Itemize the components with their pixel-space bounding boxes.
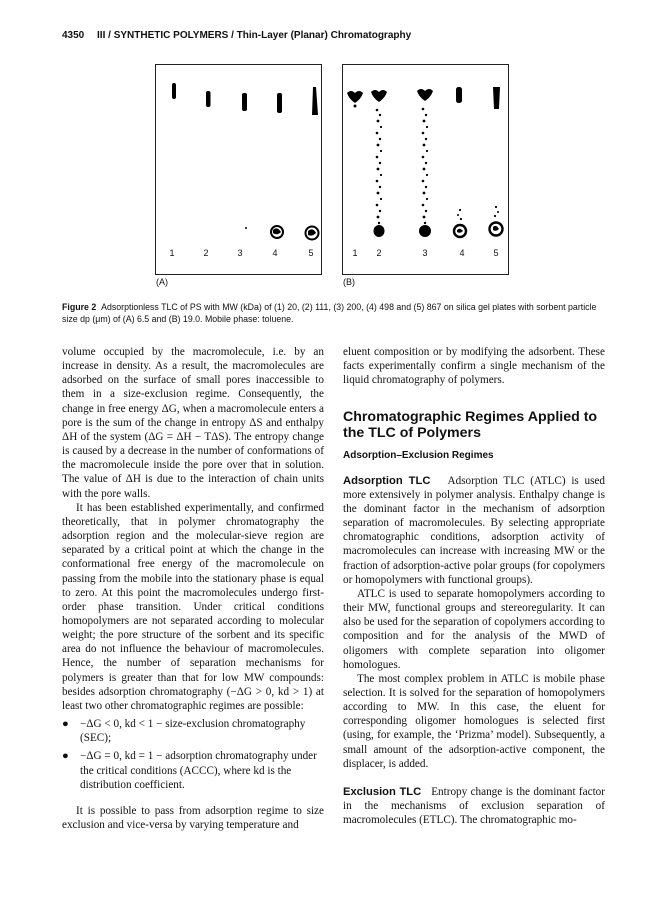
spot-b4 (456, 87, 462, 103)
plate-a-spots (156, 65, 321, 274)
runin-heading-exclusion: Exclusion TLC (343, 785, 422, 798)
lane-b5: 5 (493, 248, 499, 258)
right-paragraph-5 (343, 785, 605, 827)
lane-b4: 4 (459, 248, 465, 258)
plate-b-spots (343, 65, 508, 274)
spot-b5 (493, 87, 500, 109)
spot-a3-trace (245, 227, 247, 229)
running-head (62, 30, 411, 41)
lane-b1: 1 (352, 248, 358, 258)
bullet-item-1 (62, 717, 324, 745)
section-heading: Chromatographic Regimes Applied to the TLC of Polymers (343, 409, 598, 442)
spot-b2 (371, 90, 387, 102)
spot-a5 (312, 87, 318, 115)
spot-a1 (172, 83, 176, 99)
streak-b4 (457, 209, 462, 220)
caption-text: Adsorptionless TLC of PS with MW (kDa) of (1) 20, (2) 111, (3) 200, (4) 498 and (5) 867 on silica gel plates with sorbent particle size dp (μm) of (A) 6.5 and (B) 19.0. Mobile phase: toluene. (62, 302, 597, 324)
left-paragraph-3: It is possible to pass from adsorption regime to size exclusion and vice-versa by varying temperature and (62, 804, 324, 831)
bullet-item-2 (62, 749, 324, 791)
spot-a4 (277, 93, 282, 113)
bullet-text-2: −ΔG = 0, kd = 1 − adsorption chromatography under the critical conditions (ACCC), where kd is the distribution coefficient. (80, 750, 317, 791)
tlc-plate-b (342, 64, 509, 275)
page-number: 4350 (62, 30, 85, 41)
tlc-plate-a (155, 64, 322, 275)
caption-label: Figure 2 (62, 302, 97, 312)
adsorption-text: Adsorption TLC (ATLC) is used more extensively in polymer analysis. Enthalpy change is the dominant factor in the mechanism of adsorption separation of macromolecules. By selecting appropriate chromatographic conditions, adsorption activity of macromolecules can increase with increasing MW or the fraction of adsorption-active polar groups (for copolymers or homopolymers with functional groups). (343, 474, 605, 586)
lane-a5: 5 (308, 248, 314, 258)
spot-b1 (347, 91, 363, 103)
bullet-icon: ● (62, 750, 69, 763)
lane-b2: 2 (376, 248, 382, 258)
lane-a4: 4 (272, 248, 278, 258)
bullet-icon: ● (62, 718, 69, 731)
spot-b3 (417, 89, 433, 101)
streak-b2 (376, 109, 382, 225)
right-paragraph-2 (343, 474, 605, 587)
streak-b5 (494, 206, 499, 217)
bullet-text-1: −ΔG < 0, kd < 1 − size-exclusion chromatography (SEC); (80, 718, 306, 745)
right-column (343, 345, 605, 827)
right-paragraph-4: The most complex problem in ATLC is mobile phase selection. It is solved for the separation of homopolymers according to MW. In this case, the eluent for corresponding oligomer homologues is selected first (using, for example, the ‘Prizma’ model). Subsequently, a small amount of the adsorption-active component, the displacer, is added. (343, 672, 605, 770)
left-column (62, 345, 324, 832)
left-paragraph-1: volume occupied by the macromolecule, i.e. by an increase in density. As a result, the macromolecules are adsorbed on the surface of small pores inaccessible to them in a size-exclusion regime. Consequently, the change in free energy ΔG, when a macromolecule enters a pore is the sum of the change in entropy ΔS and enthalpy ΔH of the system (ΔG = ΔH − TΔS). The entropy change is caused by a decrease in the number of conformations of the macromolecule inside the pore over that in solution. The value of ΔH is due to the interaction of chain units with the pore walls. (62, 346, 324, 500)
right-paragraph-1: eluent composition or by modifying the adsorbent. These facts experimentally confirm a single mechanism of the liquid chromatography of polymers. (343, 346, 605, 387)
spot-a2 (206, 91, 211, 107)
lane-b3: 3 (422, 248, 428, 258)
panel-a-label: (A) (156, 277, 168, 287)
left-paragraph-2: It has been established experimentally, and confirmed theoretically, that in polymer chromatography the adsorption region and the molecular-sieve region are separated by a critical point at which the change in the conformational free energy of the macromolecule on passing from the mobile into the stationary phase is equal to zero. At this point the macromolecules undergo first-order phase transition. Under critical conditions homopolymers are not separated according to molecular weight; the pore structure of the sorbent and its specific area do not influence the behaviour of macromolecules. Hence, the number of separation mechanisms for polymers is greater than that for low MW compounds: besides adsorption chromatography (−ΔG > 0, kd > 1) at least two other chromatographic regimes are possible: (62, 501, 324, 712)
lane-a1: 1 (169, 248, 175, 258)
figure-caption (62, 301, 607, 325)
right-paragraph-3: ATLC is used to separate homopolymers according to their MW, functional groups and stereoregularity. It can also be used for the separation of copolymers according to composition and for the analysis of the MWD of oligomers with complete separation into oligomer homologues. (343, 587, 605, 671)
exclusion-text: Entropy change is the dominant factor in the mechanisms of exclusion separation of macromolecules (ETLC). The chromatographic mo- (343, 785, 606, 827)
spot-a3 (242, 93, 247, 111)
runin-heading-adsorption: Adsorption TLC (343, 474, 431, 487)
lane-a2: 2 (203, 248, 209, 258)
spot-b3-low (419, 225, 431, 237)
lane-a3: 3 (237, 248, 243, 258)
running-title: III / SYNTHETIC POLYMERS / Thin-Layer (Planar) Chromatography (97, 30, 412, 41)
subsection-heading: Adsorption–Exclusion Regimes (343, 450, 494, 462)
panel-b-label: (B) (343, 277, 355, 287)
spot-b2-low (374, 225, 385, 237)
streak-b3 (422, 108, 428, 225)
